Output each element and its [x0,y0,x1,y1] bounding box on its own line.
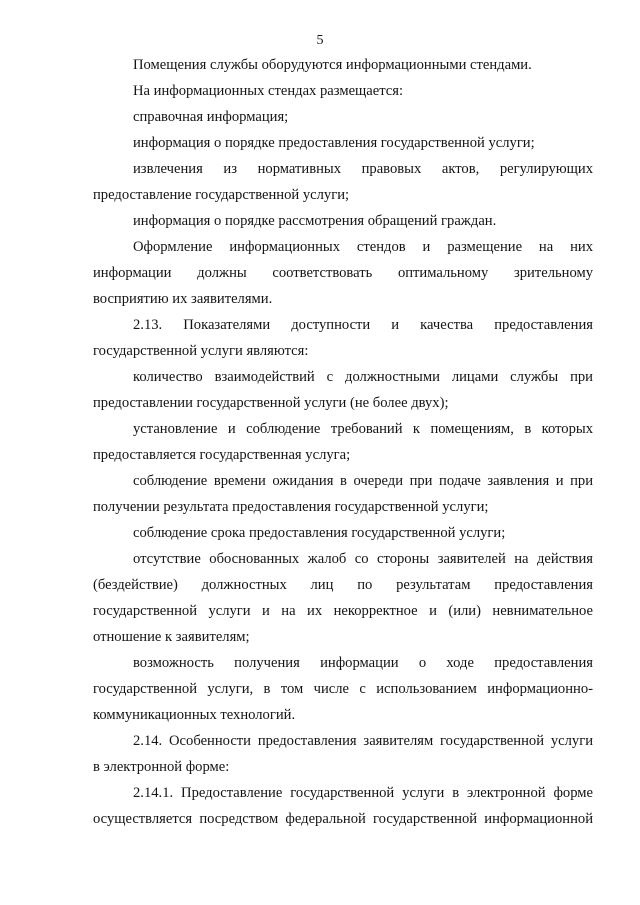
text-line: 2.13. Показателями доступности и качества предоставления [133,317,593,333]
text-line: предоставляется государственная услуга; [93,447,351,463]
text-line: 2.14.1. Предоставление государственной услуги в электронной форме [133,785,593,801]
text-line: государственной услуги и на их некорректное и (или) невнимательное [93,603,593,619]
text-line: (бездействие) должностных лиц по результатам предоставления [93,577,593,593]
text-line: информации должны соответствовать оптимальному зрительному [93,265,593,281]
text-line: извлечения из нормативных правовых актов, регулирующих [133,161,593,177]
page-number: 5 [316,33,324,48]
text-line: государственной услуги являются: [93,343,309,359]
text-line: возможность получения информации о ходе предоставления [133,655,593,671]
text-line: соблюдение срока предоставления государственной услуги; [133,525,506,541]
text-line: отсутствие обоснованных жалоб со стороны заявителей на действия [133,551,593,567]
text-line: информация о порядке рассмотрения обращений граждан. [133,213,497,229]
text-line: установление и соблюдение требований к помещениям, в которых [133,421,593,437]
text-line: восприятию их заявителями. [93,291,273,307]
text-line: коммуникационных технологий. [93,707,296,723]
text-line: количество взаимодействий с должностными лицами службы при [133,369,593,385]
text-line: в электронной форме: [93,759,230,775]
text-line: На информационных стендах размещается: [133,83,404,99]
text-line: справочная информация; [133,109,289,125]
text-line: соблюдение времени ожидания в очереди при подаче заявления и при [133,473,593,489]
text-line: Оформление информационных стендов и размещение на них [133,239,593,255]
text-line: информация о порядке предоставления государственной услуги; [133,135,535,151]
text-line: осуществляется посредством федеральной государственной информационной [93,811,593,827]
text-line: отношение к заявителям; [93,629,250,645]
text-line: 2.14. Особенности предоставления заявителям государственной услуги [133,733,593,749]
text-line: предоставление государственной услуги; [93,187,350,203]
text-line: получении результата предоставления государственной услуги; [93,499,489,515]
text-line: Помещения службы оборудуются информационными стендами. [133,57,532,73]
text-line: государственной услуги, в том числе с использованием информационно- [93,681,593,697]
text-line: предоставлении государственной услуги (не более двух); [93,395,449,411]
